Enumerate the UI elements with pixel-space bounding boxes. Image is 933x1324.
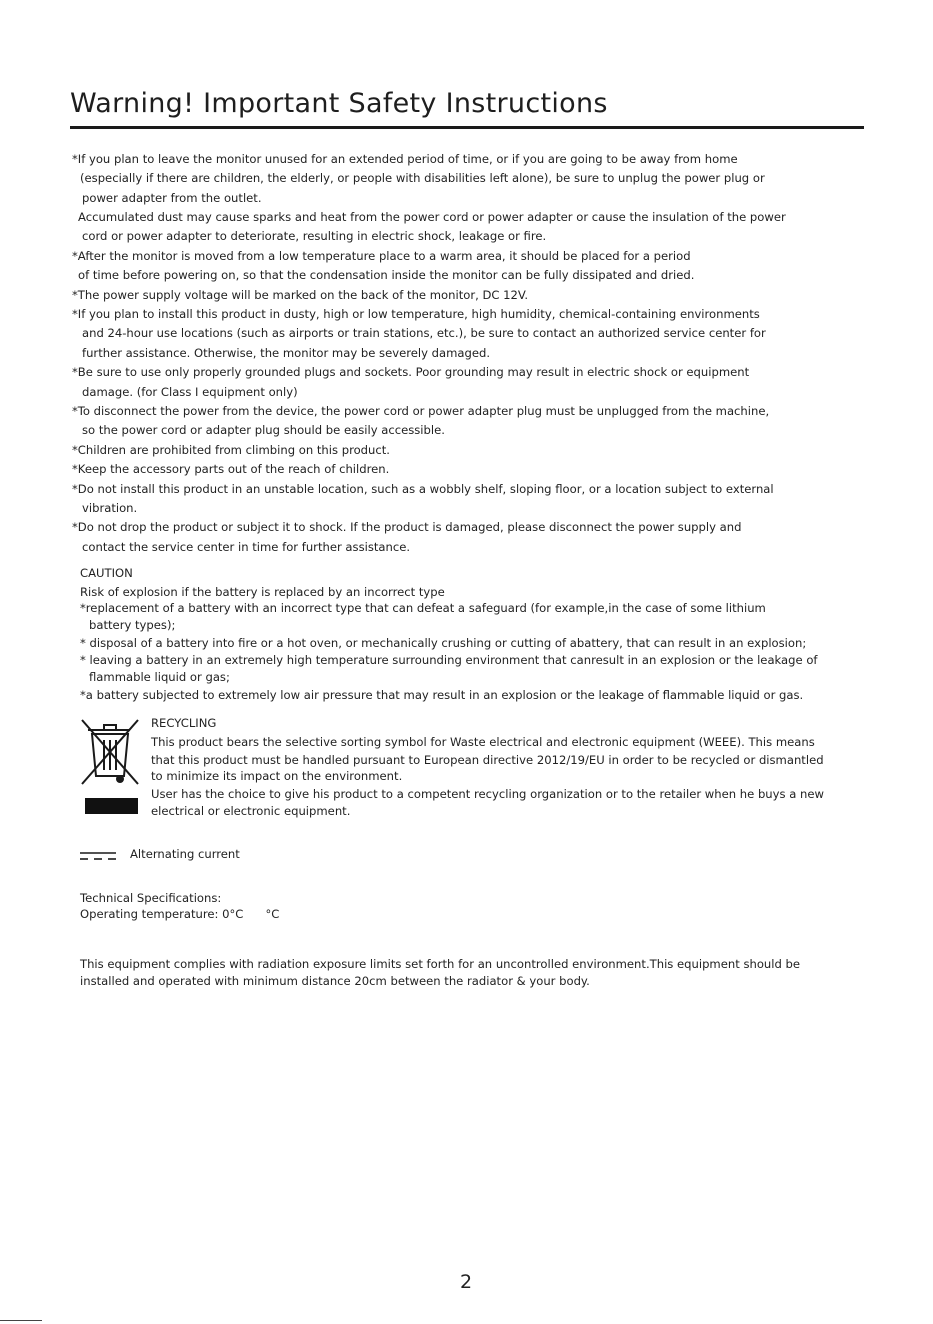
caution-heading: CAUTION [80, 566, 133, 580]
instruction-line: contact the service center in time for further assistance. [82, 540, 411, 554]
instruction-line: *If you plan to install this product in dusty, high or low temperature, high humidity, chemical-containing environments [72, 307, 760, 321]
instruction-line: further assistance. Otherwise, the monitor may be severely damaged. [82, 346, 491, 360]
page-number: 2 [460, 1271, 473, 1293]
caution-line: * disposal of a battery into fire or a hot oven, or mechanically crushing or cutting of abattery, that can result in an explosion; [80, 636, 807, 650]
caution-line: * leaving a battery in an extremely high temperature surrounding environment that canresult in an explosion or the leakage of [80, 653, 818, 667]
crossed-out-wheelie-bin-icon [80, 716, 142, 788]
instruction-line: *Do not drop the product or subject it to shock. If the product is damaged, please disconnect the power supply and [72, 520, 742, 534]
instruction-line: cord or power adapter to deteriorate, resulting in electric shock, leakage or fire. [82, 229, 547, 243]
ac-label: Alternating current [130, 847, 240, 861]
instruction-line: Accumulated dust may cause sparks and heat from the power cord or power adapter or cause the insulation of the power [78, 210, 786, 224]
instruction-line: power adapter from the outlet. [82, 191, 262, 205]
instruction-line: vibration. [82, 501, 138, 515]
alternating-current-symbol-icon [80, 851, 116, 861]
recycling-line: that this product must be handled pursuant to European directive 2012/19/EU in order to be recycled or dismantled [151, 753, 824, 767]
caution-line: flammable liquid or gas; [89, 670, 230, 684]
instruction-line: *After the monitor is moved from a low temperature place to a warm area, it should be placed for a period [72, 249, 691, 263]
weee-marking-bar [85, 798, 138, 814]
caution-line: Risk of explosion if the battery is replaced by an incorrect type [80, 585, 445, 599]
instruction-line: so the power cord or adapter plug should be easily accessible. [82, 423, 445, 437]
instruction-line: of time before powering on, so that the condensation inside the monitor can be fully dissipated and dried. [78, 268, 695, 282]
caution-line: battery types); [89, 618, 176, 632]
page-title: Warning! Important Safety Instructions [70, 88, 608, 119]
instruction-line: *The power supply voltage will be marked on the back of the monitor, DC 12V. [72, 288, 529, 302]
title-underline [70, 126, 864, 129]
operating-temperature: Operating temperature: 0°C °C [80, 907, 280, 921]
instruction-line: *Be sure to use only properly grounded plugs and sockets. Poor grounding may result in electric shock or equipment [72, 365, 750, 379]
caution-line: *a battery subjected to extremely low air pressure that may result in an explosion or the leakage of flammable liquid or gas. [80, 688, 804, 702]
recycling-line: electrical or electronic equipment. [151, 804, 351, 818]
instruction-line: *Children are prohibited from climbing on this product. [72, 443, 390, 457]
radiation-line: installed and operated with minimum distance 20cm between the radiator & your body. [80, 974, 590, 988]
recycling-line: to minimize its impact on the environment. [151, 769, 403, 783]
instruction-line: *If you plan to leave the monitor unused for an extended period of time, or if you are going to be away from home [72, 152, 738, 166]
instruction-line: *To disconnect the power from the device, the power cord or power adapter plug must be unplugged from the machine, [72, 404, 770, 418]
radiation-line: This equipment complies with radiation exposure limits set forth for an uncontrolled environment.This equipment should be [80, 957, 801, 971]
recycling-line: User has the choice to give his product to a competent recycling organization or to the retailer when he buys a new [151, 787, 824, 801]
tech-spec-heading: Technical Specifications: [80, 891, 222, 905]
recycling-line: This product bears the selective sorting symbol for Waste electrical and electronic equipment (WEEE). This means [151, 735, 815, 749]
recycling-heading: RECYCLING [151, 716, 217, 730]
instruction-line: damage. (for Class I equipment only) [82, 385, 298, 399]
caution-line: *replacement of a battery with an incorrect type that can defeat a safeguard (for example,in the case of some lithium [80, 601, 766, 615]
instruction-line: *Do not install this product in an unstable location, such as a wobbly shelf, sloping floor, or a location subject to external [72, 482, 774, 496]
instruction-line: and 24-hour use locations (such as airports or train stations, etc.), be sure to contact an authorized service center for [82, 326, 766, 340]
instruction-line: *Keep the accessory parts out of the reach of children. [72, 462, 390, 476]
footer-rule [0, 1320, 42, 1321]
instruction-line: (especially if there are children, the elderly, or people with disabilities left alone), be sure to unplug the power plug or [80, 171, 765, 185]
